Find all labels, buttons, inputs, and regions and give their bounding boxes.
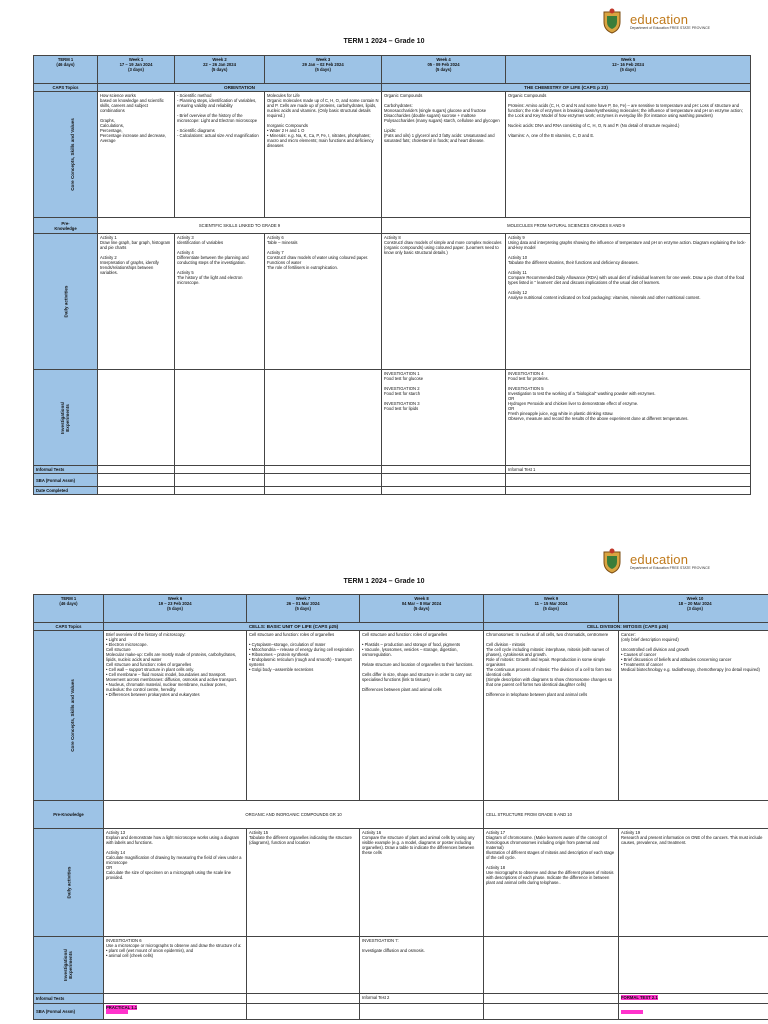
investigation-cell: INVESTIGATION 4 Food test for proteins. INVESTIGATION 5 Investigation to test the working of a "biological" washing powder with enzymes. OR Hydrogen Peroxide and chicken liver to demonstrate effect of enzyme. OR Fresh pineapple juice, egg white in plastic drinking straw. Observe, measure and record the results of the above experiment done at different temperatures. [506,370,751,466]
activity-cell: Activity 1 Draw line graph, bar graph, histogram and pie charts Activity 2 Interpretation of graphs, identify trends/relationships between variables. [98,234,175,370]
date-cell [175,487,265,495]
date-cell [265,487,382,495]
date-cell [506,487,751,495]
informal-cell: Informal Test 2 [360,994,484,1004]
informal-cell [484,994,619,1004]
investigation-cell [484,937,619,994]
week-header: Week 3 29 Jan – 02 Feb 2024 (5 days) [265,56,382,84]
sba-cell [619,1004,768,1020]
activity-cell: Activity 6 Table – minerals Activity 7 Construct/ draw models of water using coloured paper. Functions of water The role of fertilisers in eutrophication. [265,234,382,370]
sba-cell [484,1004,619,1020]
investigation-cell: INVESTIGATION 6 Use a microscope or micrographs to observe and draw the structure of a: • plant cell (wet mount of onion epidermis), and • animal cell (cheek cells) [104,937,247,994]
activity-cell: Activity 9 Using data and interpreting graphs showing the influence of temperature and pH on enzyme action. Diagram explaining the lock-and-key model Activity 10 Tabulate the different vitamins, their functions and deficiency diseases. Activity 11 Compare Recommended Daily Allowance (RDA) with usual diet of individual learners for one week. Draw a pie chart of the food types listed in " learners' diet and discuss implications of the usual diet of learners. Activity 12 Analyse nutritional content indicated on food packaging: vitamins, minerals and other nutritional content. [506,234,751,370]
core-cell: - Scientific method - Planning steps, identification of variables, ensuring validity and reliability - Brief overview of the history of the microscope: Light and Electron microscope - Scientific diagrams - Calculations: actual size And magnification [175,92,265,218]
activity-cell: Activity 8 Construct/ draw models of simple and more complex molecules (organic compounds) using coloured paper. (Learners need to know only basic structural details.) [382,234,506,370]
investigation-cell [98,370,175,466]
investigation-cell [619,937,768,994]
date-cell [98,487,175,495]
sba-label: SBA (Formal Assm) [34,474,98,487]
informal-cell: Informal Test 1 [506,466,751,474]
pre-knowledge-cell: SCIENTIFIC SKILLS LINKED TO GRADE 9 [98,218,382,234]
informal-cell [382,466,506,474]
core-cell: Chromosomes: In nucleus of all cells, two chromatids, centromere Cell division - mitosis The cell cycle including mitosis: interphase, mitosis (with names of phases), cytokinesis and growth. Role of mitosis: Growth and repair. Reproduction in some simple organisms The continuous process of mitosis: The division of a cell to form two identical cells (Simple description with diagrams to show chromosome changes so that one parent cell forms two identical daughter cells) Difference in telophase between plant and animal cells [484,631,619,801]
investigation-cell [247,937,360,994]
term-header: TERM 1 (46 days) [34,56,98,84]
caps-topic: ORIENTATION [98,84,382,92]
page-title-2: TERM 1 2024 – Grade 10 [343,578,425,585]
caps-topics-label: CAPS Topics [34,623,104,631]
core-cell: How science works based on knowledge and scientific skills, careers and subject combinations Graphs, Calculations, Percentage, Percentage increase and decrease, Average [98,92,175,218]
sba-cell [360,1004,484,1020]
week-header: Week 1 17 – 19 Jan 2024 (3 days) [98,56,175,84]
core-cell: Cell structure and function: roles of organelles • Cytoplasm–storage, circulation of mater • Mitochondria – release of energy during cell respiration • Ribosomes – protein synthesis • Endoplasmic reticulum (rough and smooth) - transport systems • Golgi body –assemble secretions [247,631,360,801]
activity-cell: Activity 15 Tabulate the different organelles indicating the structure (diagrams), function and location [247,829,360,937]
week-header: Week 4 05 - 09 Feb 2024 (5 days) [382,56,506,84]
informal-cell [104,994,247,1004]
week-header: Week 10 18 – 20 Mar 2024 (3 days) [619,595,768,623]
informal-cell [265,466,382,474]
logo-wordmark: education [629,551,689,567]
sba-label: SBA (Formal Assm) [34,1004,104,1020]
activity-cell: Activity 17 Diagram of chromosome. (Make learners aware of the concept of homologous chromosomes including origin from paternal and maternal) Illustration of different stages of mitosis and description of each stage of the cell cycle. Activity 18 Use micrographs to observe and draw the different phases of mitosis with descriptions of each phase. Indicate the difference in between plant and animal cells during telophase.. [484,829,619,937]
core-cell: Molecules for Life Organic molecules made up of C, H, O, and some contain N and P. Cells are made up of proteins, carbohydrates, lipids, nucleic acids and vitamins. (Only basic structural details required.) Inorganic Compounds • Water 2 H and 1 O • Minerals: e.g. Na, K, Ca, P, Fe, I, nitrates, phosphates; macro and micro elements; main functions and deficiency diseases [265,92,382,218]
sba-cell [104,1004,247,1020]
week-header: Week 5 12– 16 Feb 2024 (5 days) [506,56,751,84]
coat-of-arms-icon [600,548,624,574]
date-cell [382,487,506,495]
pre-knowledge-cell: ORGANIC AND INORGANIC COMPOUNDS GR 10 [104,801,484,829]
caps-topic: CELL DIVISION: MITOSIS (CAPS p26) [484,623,768,631]
coat-of-arms-icon [600,8,624,34]
core-cell: Organic Compounds Carbohydrates: Monosaccharide's (single sugars) glucose and fructose Disaccharides (double sugars) sucrose + maltose Polysaccharides (many sugars) starch, cellulose and glycogen Lipids: (Fats and oils) 1 glycerol and 3 fatty acids: Unsaturated and saturated fats; cholesterol in foods; and heart disease. [382,92,506,218]
core-cell: Brief overview of the history of microscopy: • Light and • Electron microscope. Cell structure Molecular make-up: Cells are mostly made of proteins, carbohydrates, lipids, nucleic acids and water Cell structure and function: roles of organelles • Cell wall – support structure in plant cells only. • Cell membrane – fluid mosaic model, boundaries and transport. Movement across membranes: diffusion, osmosis and active transport. • Nucleus, chromatin material, nuclear membrane, nuclear pores, nucleolus: the control centre, heredity. • Differences between prokaryotes and eukaryotes [104,631,247,801]
core-cell: Organic Compounds Proteins: Amino acids (C, H, O and N and some have P, Se, Fe) – are sensitive to temperature and pH: Loss of structure and function; the role of enzymes in breaking down/synthesising molecules; the influence of temperature and pH on enzyme action; the Lock and Key Model of how enzymes work; enzymes in everyday life (for instance using washing powders) Nucleic acids: DNA and RNA consisting of C, H, O, N and P. (No detail of structure required.) Vitamins: A, one of the B vitamins, C, D and E. [506,92,751,218]
pre-knowledge-cell: CELL STRUCTURE FROM GRADE 9 AND 10 [484,801,768,829]
sba-cell [506,474,751,487]
week-header: Week 7 26 – 01 Mar 2024 (5 days) [247,595,360,623]
sba-cell [98,474,175,487]
informal-cell [619,994,768,1004]
caps-topics-label: CAPS Topics [34,84,98,92]
week-header: Week 2 22 – 26 Jan 2024 (5 days) [175,56,265,84]
term-header: TERM 1 (46 days) [34,595,104,623]
activity-cell: Activity 19 Research and present information on ONE of the cancers. This must include causes, prevalence, and treatment. [619,829,768,937]
highlight-bar [106,1010,128,1014]
term-plan-table-2 [33,594,768,1020]
daily-activities-label: Daily activities [34,829,104,937]
informal-cell [247,994,360,1004]
week-header: Week 8 04 Mar – 8 Mar 2024 (5 days) [360,595,484,623]
logo-wordmark: education [629,11,689,27]
sba-cell [265,474,382,487]
investigation-cell: INVESTIGATION 7: Investigate diffusion and osmosis. [360,937,484,994]
informal-tests-label: Informal Tests [34,466,98,474]
sba-cell [382,474,506,487]
pre-knowledge-label: Pre- Knowledge [34,218,98,234]
core-concepts-label: Core Concepts, Skills and Values [34,92,98,218]
core-cell: Cancer: (only brief description required) Uncontrolled cell division and growth • Causes of cancer • Brief discussion of beliefs and attitudes concerning cancer • Treatments of cancer Medical biotechnology e.g. radiotherapy, chemotherapy (no detail required) [619,631,768,801]
investigations-label: Investigations/ Experiments [34,937,104,994]
sba-cell [175,474,265,487]
activity-cell: Activity 3 Identification of variables Activity 4 Differentiate between the planning and conducting steps of the investigation. Activity 5 The history of the light and electron microscope. [175,234,265,370]
term-plan-table-1 [33,55,751,495]
highlight-bar [621,1010,643,1014]
activity-cell: Activity 16 Compare the structure of plant and animal cells by using any visible example (e.g. a model, diagrams or poster including organelles). Draw a table to indicate the differences between these cells [360,829,484,937]
pre-knowledge-label: Pre-Knowledge [34,801,104,829]
caps-topic: CELLS: BASIC UNIT OF LIFE (CAPS p25) [104,623,484,631]
core-cell: Cell structure and function: roles of organelles • Plastids – production and storage of food, pigments • Vacuole, lysosomes, vesicles – storage, digestion, osmoregulation. Relate structure and location of organelles to their functions. Cells differ in size, shape and structure in order to carry out specialised functions (link to tissues) Differences between plant and animal cells [360,631,484,801]
core-concepts-label: Core Concepts, Skills and Values [34,631,104,801]
education-logo [600,548,710,574]
date-completed-label: Date Completed [34,487,98,495]
education-logo [600,8,710,34]
informal-cell [98,466,175,474]
practical-badge: PRACTICAL 1.1 [106,1005,138,1010]
activity-cell: Activity 13 Explain and demonstrate how a light microscope works using a diagram with labels and functions. Activity 14 Calculate magnification of drawing by measuring the field of view under a microscope OR Calculate the size of specimen on a micrograph using the scale line provided. [104,829,247,937]
page-title-1: TERM 1 2024 – Grade 10 [343,38,425,45]
daily-activities-label: Daily activities [34,234,98,370]
week-header: Week 9 11 – 15 Mar 2024 (5 days) [484,595,619,623]
investigation-cell: INVESTIGATION 1 Food test for glucose INVESTIGATION 2 Food test for starch INVESTIGATION 3 Food test for lipids [382,370,506,466]
logo-department: Department of Education FREE STATE PROVINCE [629,565,710,570]
informal-cell [175,466,265,474]
week-header: Week 6 19 – 23 Feb 2024 (5 days) [104,595,247,623]
investigations-label: Investigations/ Experiments [34,370,98,466]
formal-test-badge: FORMAL TEST 2.1 [621,995,658,1000]
sba-cell [247,1004,360,1020]
logo-department: Department of Education FREE STATE PROVINCE [629,25,710,30]
pre-knowledge-cell: MOLECULES FROM NATURAL SCIENCES GRADES 8 AND 9 [382,218,751,234]
investigation-cell [265,370,382,466]
investigation-cell [175,370,265,466]
informal-tests-label: Informal Tests [34,994,104,1004]
caps-topic: THE CHEMISTRY OF LIFE (CAPS p 23) [382,84,751,92]
